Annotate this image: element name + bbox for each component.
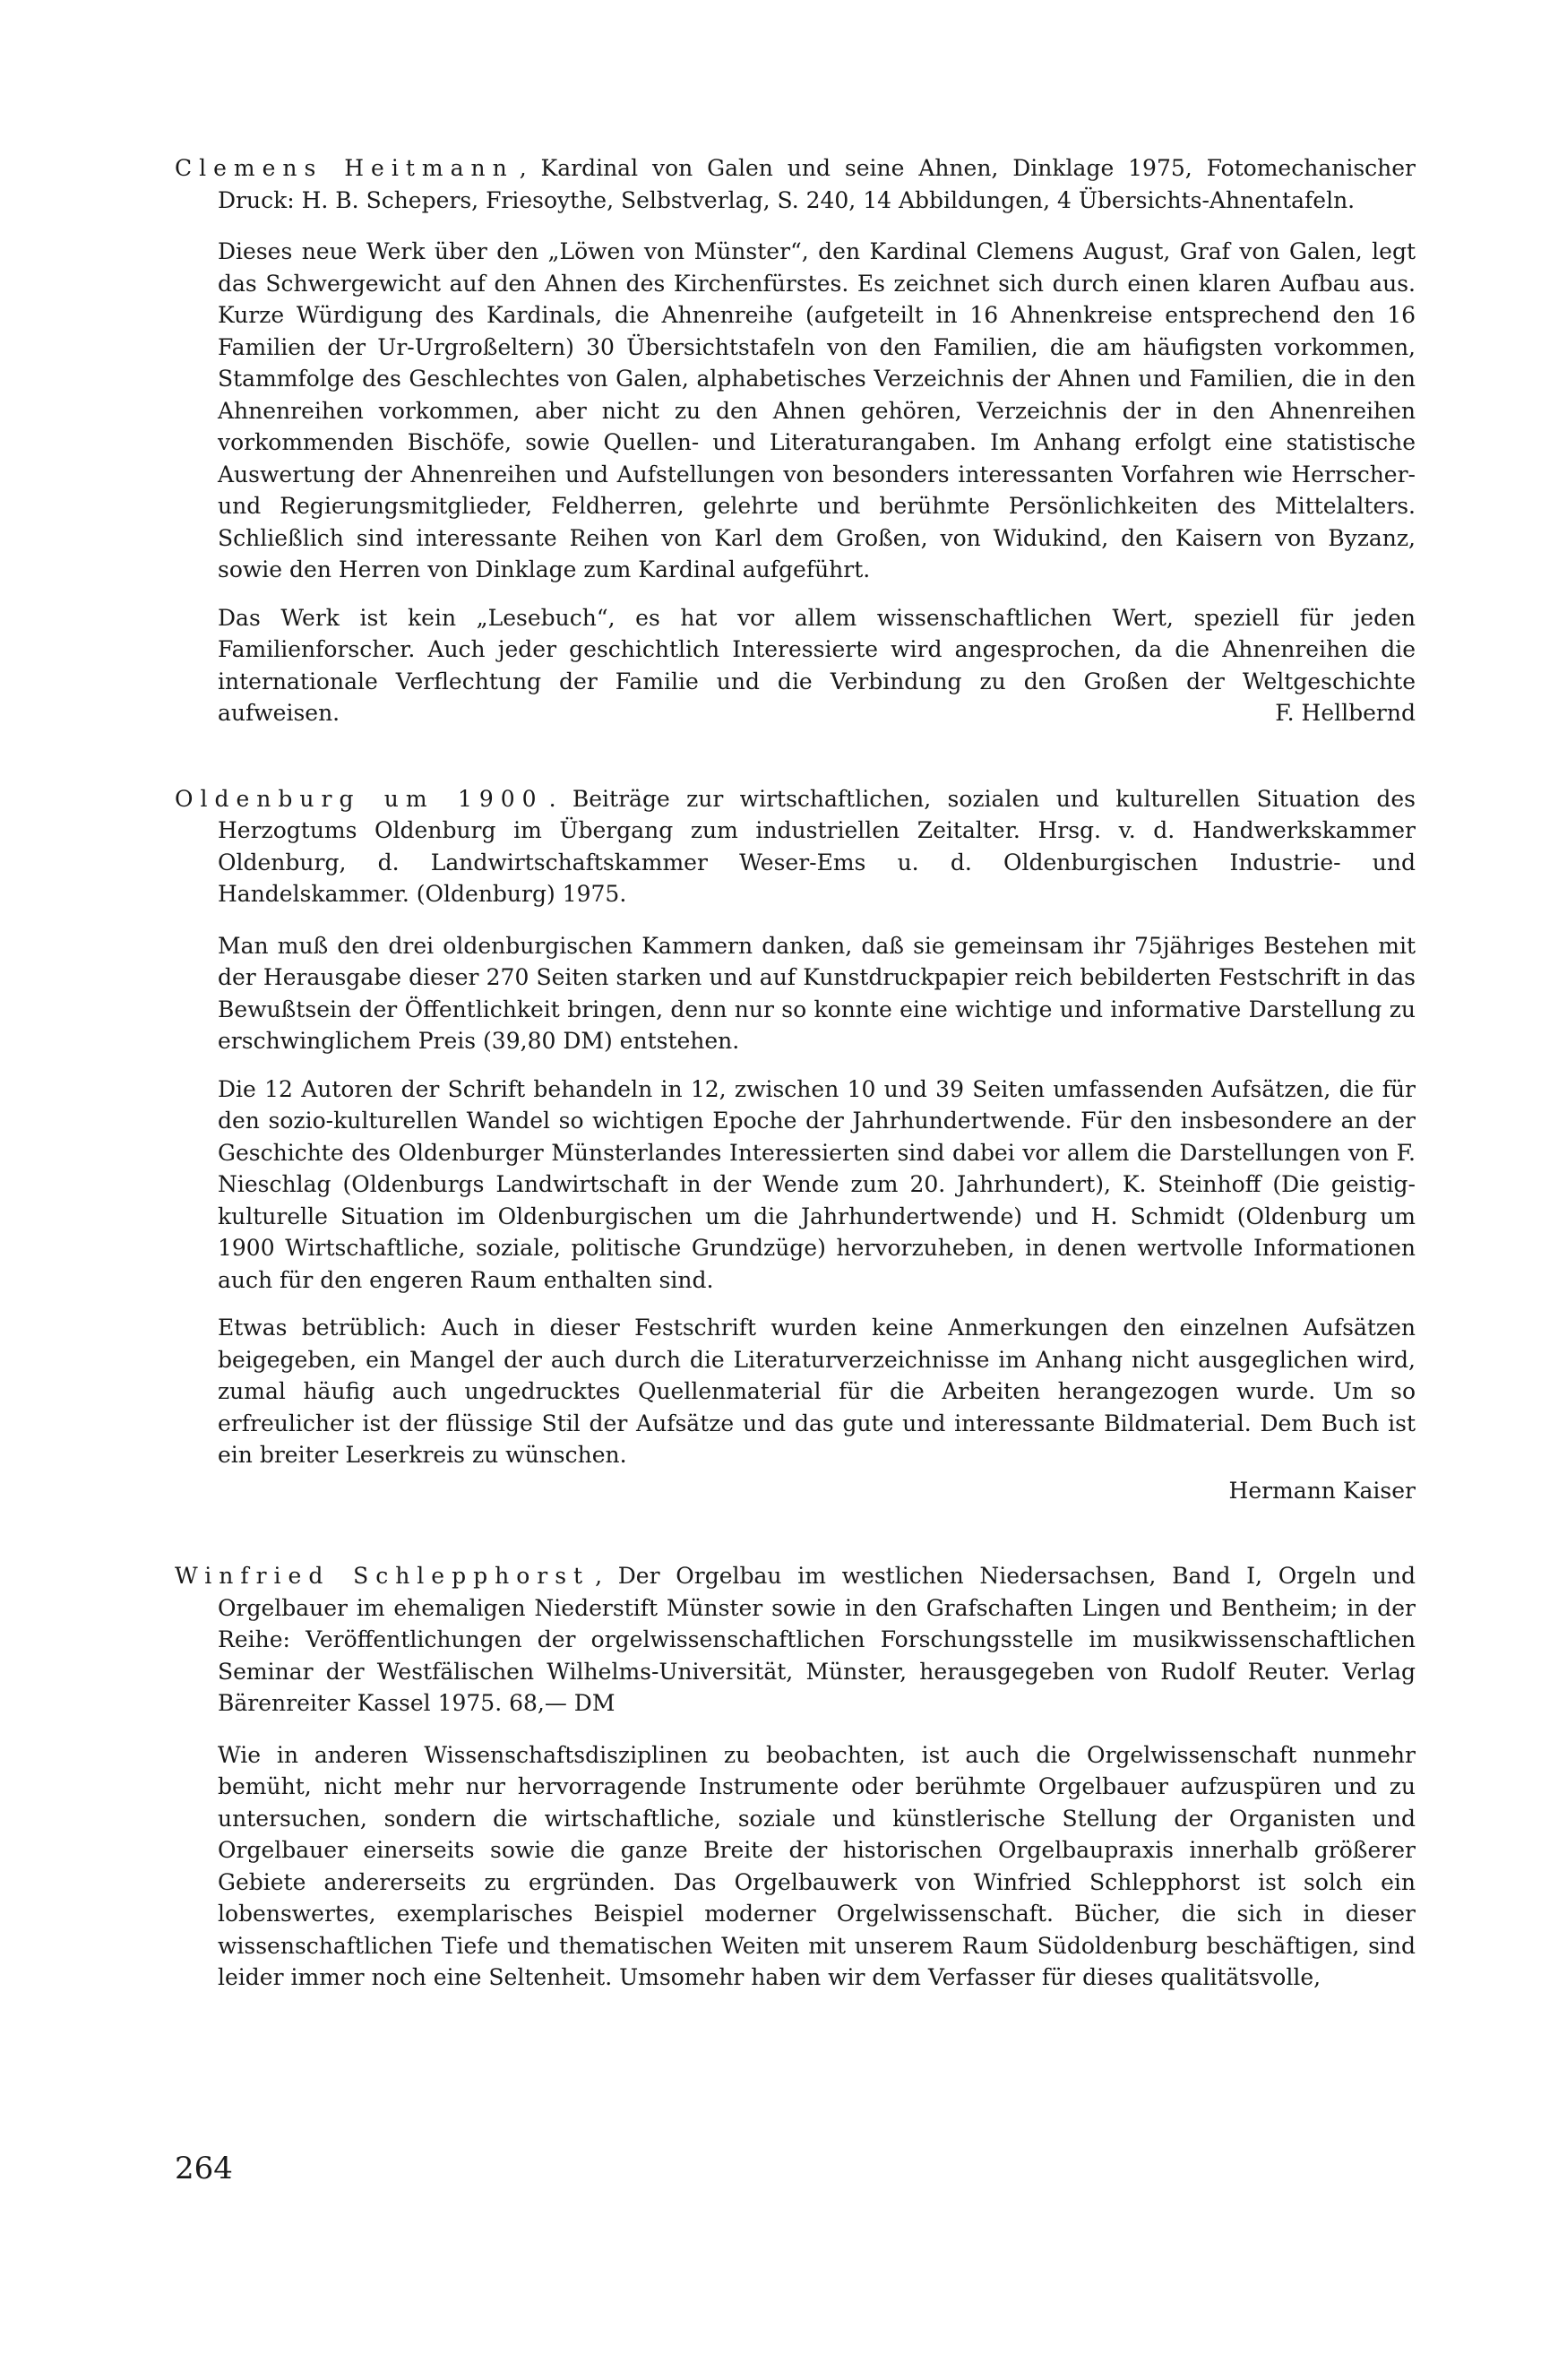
citation-text: , Der Orgelbau im westlichen Niedersachsen, Band I, Orgeln und Orgelbauer im ehemaligen Niederstift Münster sowie in den Grafschaften Lingen und Bentheim; in der Reihe: Veröffentlichungen der orgelwissenschaftlichen Forschungsstelle im musikwissenschaftlichen Seminar der Westfälischen Wilhelms-Universität, Münster, herausgegeben von Rudolf Reuter. Verlag Bärenreiter Kassel 1975. 68,— DM — [218, 1563, 1416, 1716]
review-paragraph: Wie in anderen Wissenschaftsdisziplinen zu beobachten, ist auch die Orgelwissenschaft nunmehr bemüht, nicht mehr nur hervorragende Instrumente oder berühmte Orgelbauer aufzuspüren und zu untersuchen, sondern die wirtschaftliche, soziale und künstlerische Stellung der Organisten und Orgelbauer einerseits sowie die ganze Breite der historischen Orgelbaupraxis innerhalb größerer Gebiete andererseits zu ergründen. Das Orgelbauwerk von Winfried Schlepphorst ist solch ein lobenswertes, exemplarisches Beispiel moderner Orgelwissenschaft. Bücher, die sich in dieser wissenschaftlichen Tiefe und thematischen Weiten mit unserem Raum Südoldenburg beschäftigen, sind leider immer noch eine Seltenheit. Umsomehr haben wir dem Verfasser für dieses qualitätsvolle, — [218, 1741, 1416, 1990]
review-citation — [175, 1560, 1416, 1720]
review-signature: Hermann Kaiser — [1228, 1477, 1416, 1504]
review-citation — [175, 152, 1416, 216]
review-paragraph: Etwas betrüblich: Auch in dieser Festschrift wurden keine Anmerkungen den einzelnen Aufsätzen beigegeben, ein Mangel der auch durch die Literaturverzeichnisse im Anhang nicht ausgeglichen wird, zumal häufig auch ungedrucktes Quellenmaterial für die Arbeiten herangezogen wurde. Um so erfreulicher ist der flüssige Stil der Aufsätze und das gute und interessante Bildmaterial. Dem Buch ist ein breiter Leserkreis zu wünschen. — [218, 1315, 1416, 1468]
review-paragraph: Man muß den drei oldenburgischen Kammern danken, daß sie gemeinsam ihr 75jähriges Bestehen mit der Herausgabe dieser 270 Seiten starken und auf Kunstdruckpapier reich bebilderten Festschrift in das Bewußtsein der Öffentlichkeit bringen, denn nur so konnte eine wichtige und informative Darstellung zu erschwinglichem Preis (39,80 DM) entstehen. — [218, 932, 1416, 1054]
review-oldenburg — [175, 783, 1416, 1507]
review-schlepphorst — [175, 1560, 1416, 1994]
review-signature: F. Hellbernd — [1275, 700, 1416, 726]
citation-text: , Kardinal von Galen und seine Ahnen, Dinklage 1975, Fotomechanischer Druck: H. B. Schepers, Friesoythe, Selbstverlag, S. 240, 14 Abbildungen, 4 Übersichts-Ahnentafeln. — [218, 155, 1416, 213]
review-paragraph: Dieses neue Werk über den „Löwen von Münster“, den Kardinal Clemens August, Graf von Galen, legt das Schwergewicht auf den Ahnen des Kirchenfürstes. Es zeichnet sich durch einen klaren Aufbau aus. Kurze Würdigung des Kardinals, die Ahnenreihe (aufgeteilt in 16 Ahnenkreise entsprechend den 16 Familien der Ur-Urgroßeltern) 30 Übersichtstafeln von den Familien, die am häufigsten vorkommen, Stammfolge des Geschlechtes von Galen, alphabetisches Verzeichnis der Ahnen und Familien, die in den Ahnenreihen vorkommen, aber nicht zu den Ahnen gehören, Verzeichnis der in den Ahnenreihen vorkommenden Bischöfe, sowie Quellen- und Literaturangaben. Im Anhang erfolgt eine statistische Auswertung der Ahnenreihen und Aufstellungen von besonders interessanten Vorfahren wie Herrscher- und Regierungsmitglieder, Feldherren, gelehrte und berühmte Persönlichkeiten des Mittelalters. Schließlich sind interessante Reihen von Karl dem Großen, von Widukind, den Kaisern von Byzanz, sowie den Herren von Dinklage zum Kardinal aufgeführt. — [218, 238, 1416, 582]
review-author: Winfried Schlepphorst — [175, 1563, 590, 1589]
page-content — [175, 152, 1416, 1994]
paragraph-text: Das Werk ist kein „Lesebuch“, es hat vor allem wissenschaftlichen Wert, speziell für jeden Familienforscher. Auch jeder geschichtlich Interessierte wird angesprochen, da die Ahnenreihen die internationale Verflechtung der Familie und die Verbindung zu den Großen der Weltgeschichte aufweisen. — [218, 604, 1416, 726]
review-paragraph — [218, 602, 1416, 729]
review-author: Oldenburg um 1900 — [175, 785, 544, 812]
review-heitmann — [175, 152, 1416, 729]
review-citation — [175, 783, 1416, 910]
page-number: 264 — [175, 2151, 233, 2186]
review-author: Clemens Heitmann — [175, 155, 514, 181]
review-paragraph: Die 12 Autoren der Schrift behandeln in 12, zwischen 10 und 39 Seiten umfassenden Aufsätzen, die für den sozio-kulturellen Wandel so wichtigen Epoche der Jahrhundertwende. Für den insbesondere an der Geschichte des Oldenburger Münsterlandes Interessierten sind dabei vor allem die Darstellungen von F. Nieschlag (Oldenburgs Landwirtschaft in der Wende zum 20. Jahrhundert), K. Steinhoff (Die geistig-kulturelle Situation im Oldenburgischen um die Jahrhundertwende) und H. Schmidt (Oldenburg um 1900 Wirtschaftliche, soziale, politische Grundzüge) hervorzuheben, in denen wertvolle Informationen auch für den engeren Raum enthalten sind. — [218, 1075, 1416, 1293]
citation-text: . Beiträge zur wirtschaftlichen, sozialen und kulturellen Situation des Herzogtums Oldenburg im Übergang zum industriellen Zeitalter. Hrsg. v. d. Handwerkskammer Oldenburg, d. Landwirtschaftskammer Weser-Ems u. d. Oldenburgischen Industrie- und Handelskammer. (Oldenburg) 1975. — [218, 785, 1416, 907]
